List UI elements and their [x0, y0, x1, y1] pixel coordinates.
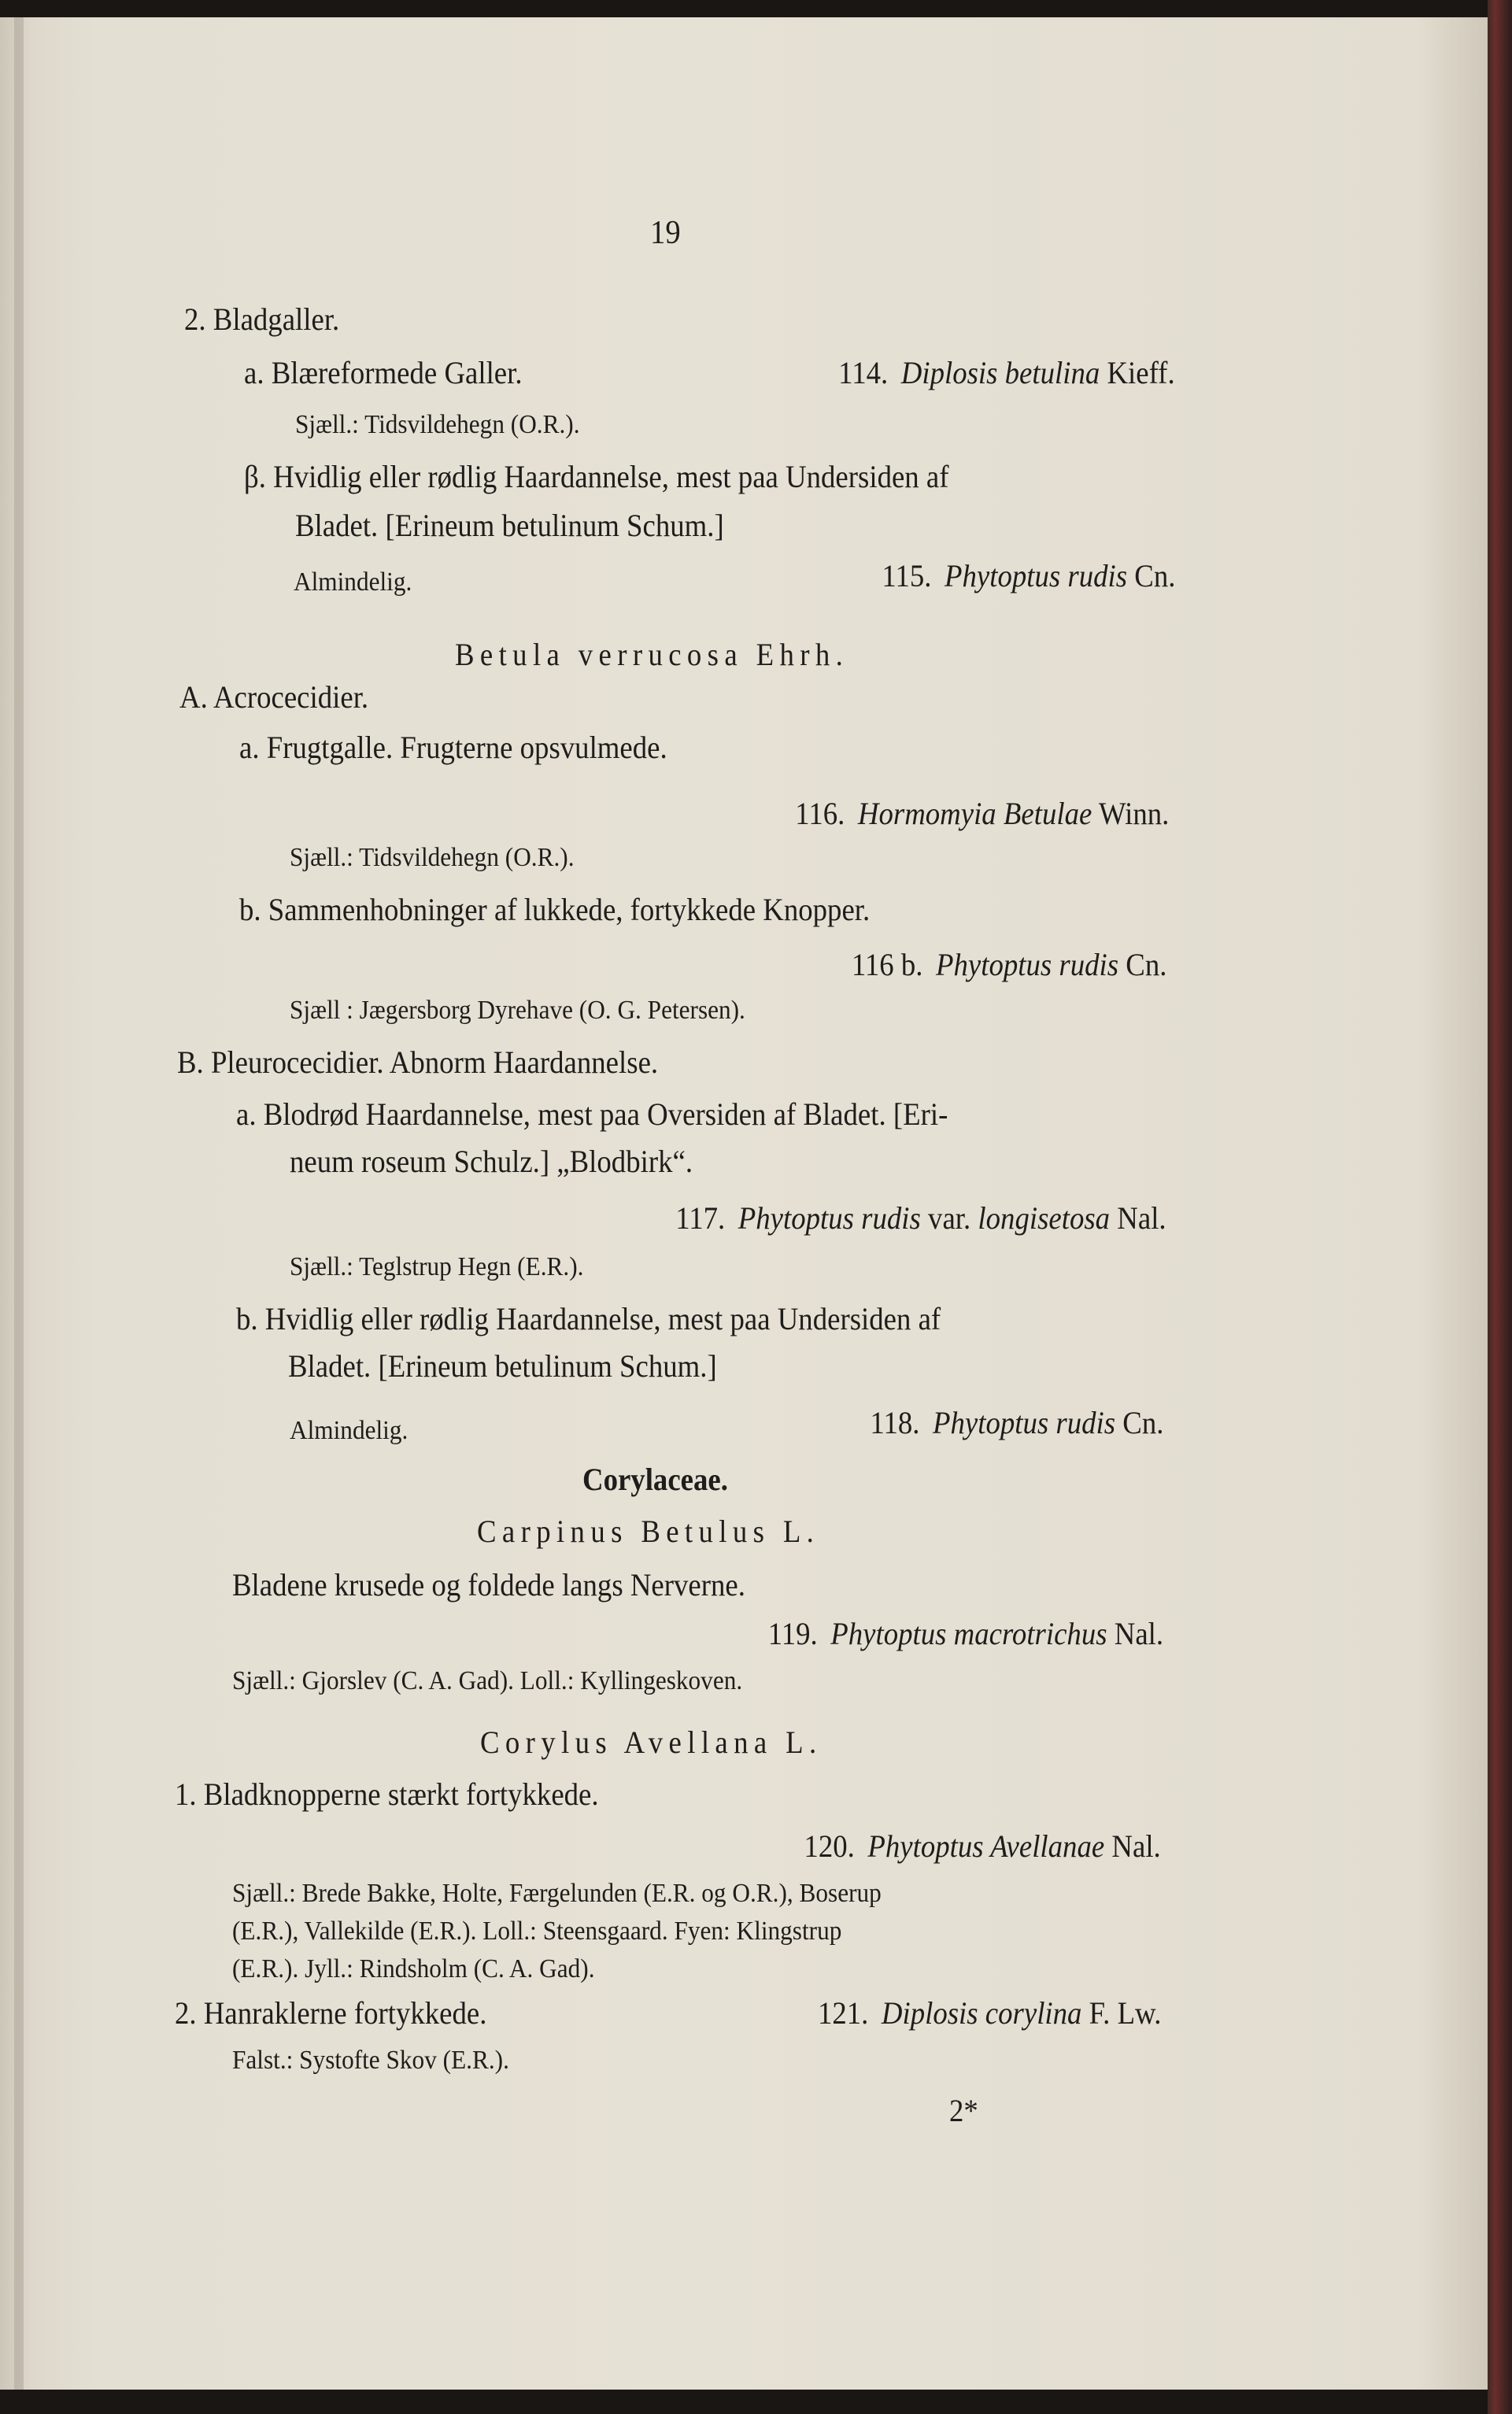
locality-line: Sjæll : Jægersborg Dyrehave (O. G. Petersen). [290, 996, 745, 1025]
species-entry: 116. Hormomyia Betulae Winn. [794, 796, 1169, 831]
family-heading: Corylaceae. [582, 1462, 728, 1497]
species-entry: 120. Phytoptus Avellanae Nal. [804, 1828, 1161, 1864]
locality-line: Sjæll.: Brede Bakke, Holte, Færgelunden (E.R. og O.R.), Boserup [232, 1879, 882, 1908]
page-number: 19 [650, 215, 681, 251]
text-line: B. Pleurocecidier. Abnorm Haardannelse. [177, 1044, 659, 1080]
species-entry: 114. Diplosis betulina Kieff. [838, 355, 1175, 390]
text-line: a. Blæreformede Galler. [244, 355, 523, 390]
locality-line: Sjæll.: Tidsvildehegn (O.R.). [295, 410, 580, 439]
locality-line: Falst.: Systofte Skov (E.R.). [232, 2046, 509, 2075]
locality-line: (E.R.). Jyll.: Rindsholm (C. A. Gad). [232, 1954, 595, 1983]
locality-line: Almindelig. [294, 567, 412, 597]
species-entry: 119. Phytoptus macrotrichus Nal. [767, 1616, 1163, 1651]
text-line: a. Frugtgalle. Frugterne opsvulmede. [239, 730, 667, 765]
text-line: neum roseum Schulz.] „Blodbirk“. [290, 1144, 693, 1179]
signature-mark: 2* [949, 2093, 978, 2128]
text-line: b. Hvidlig eller rødlig Haardannelse, mest paa Undersiden af [236, 1301, 941, 1336]
section-heading: Carpinus Betulus L. [477, 1514, 820, 1549]
text-line: Bladet. [Erineum betulinum Schum.] [295, 508, 724, 543]
text-line: Bladet. [Erineum betulinum Schum.] [288, 1348, 717, 1384]
locality-line: (E.R.), Vallekilde (E.R.). Loll.: Steensgaard. Fyen: Klingstrup [232, 1917, 842, 1946]
species-entry: 115. Phytoptus rudis Cn. [881, 558, 1175, 593]
species-entry: 117. Phytoptus rudis var. longisetosa Nal. [675, 1200, 1166, 1236]
text-line: β. Hvidlig eller rødlig Haardannelse, mest paa Undersiden af [244, 459, 949, 494]
species-entry: 118. Phytoptus rudis Cn. [869, 1405, 1163, 1440]
text-line: Bladene krusede og foldede langs Nerverne. [232, 1567, 745, 1603]
text-line: 1. Bladknopperne stærkt fortykkede. [175, 1776, 599, 1812]
text-line: b. Sammenhobninger af lukkede, fortykkede Knopper. [239, 892, 871, 927]
locality-line: Sjæll.: Tidsvildehegn (O.R.). [290, 843, 575, 872]
locality-line: Almindelig. [290, 1416, 408, 1445]
scanned-page [0, 17, 1488, 2390]
locality-line: Sjæll.: Gjorslev (C. A. Gad). Loll.: Kyllingeskoven. [232, 1666, 743, 1695]
book-edge [1488, 0, 1512, 2414]
text-line: 2. Bladgaller. [184, 301, 340, 337]
text-line: A. Acrocecidier. [179, 679, 369, 715]
section-heading: Betula verrucosa Ehrh. [455, 637, 849, 672]
locality-line: Sjæll.: Teglstrup Hegn (E.R.). [290, 1252, 584, 1281]
species-entry: 121. Diplosis corylina F. Lw. [817, 1995, 1161, 2031]
text-line: 2. Hanraklerne fortykkede. [175, 1995, 487, 2031]
species-entry: 116 b. Phytoptus rudis Cn. [851, 947, 1166, 982]
section-heading: Corylus Avellana L. [480, 1725, 823, 1760]
text-line: a. Blodrød Haardannelse, mest paa Oversiden af Bladet. [Eri- [236, 1096, 948, 1132]
